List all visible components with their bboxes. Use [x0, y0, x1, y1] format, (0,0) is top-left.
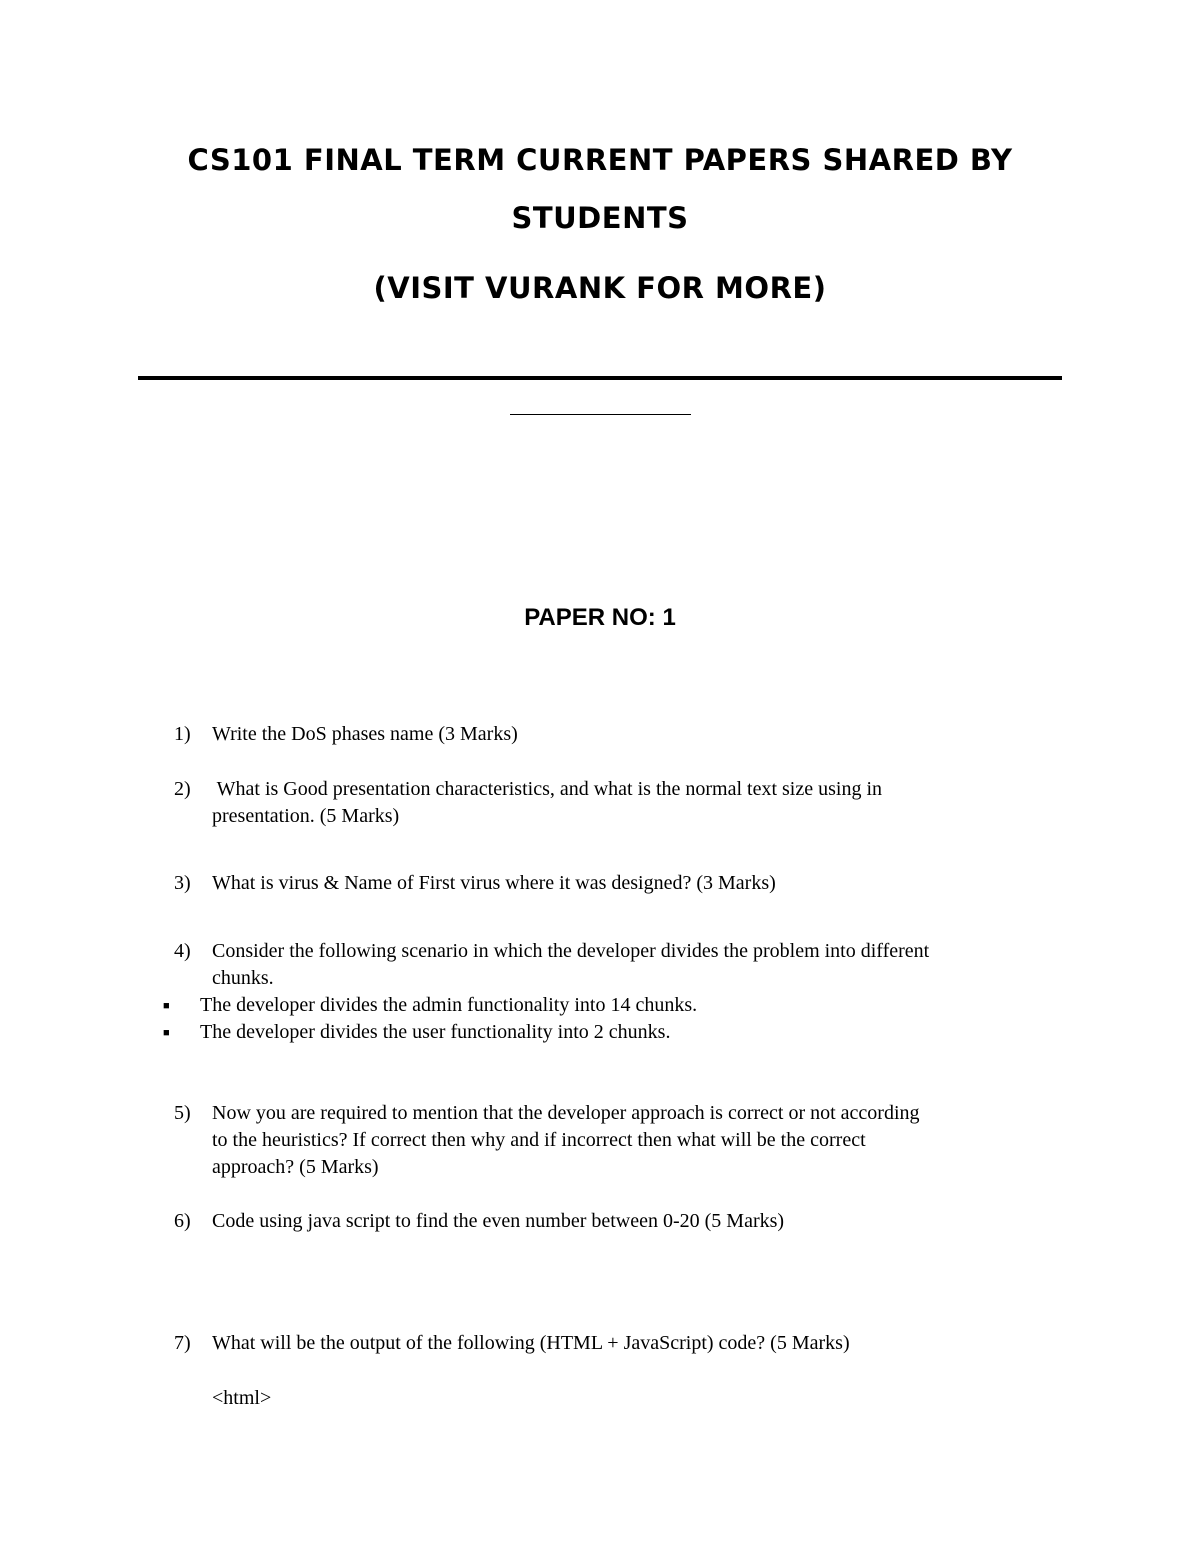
document-title-line-1: CS101 FINAL TERM CURRENT PAPERS SHARED BY: [187, 143, 1013, 177]
question-2-number: 2): [174, 778, 191, 800]
question-4-number: 4): [174, 940, 191, 962]
question-6-text: Code using java script to find the even number between 0-20 (5 Marks): [212, 1210, 785, 1232]
question-5-text-line-3: approach? (5 Marks): [212, 1156, 379, 1178]
document-subtitle: (VISIT VURANK FOR MORE): [373, 271, 827, 305]
question-2-text-line-2: presentation. (5 Marks): [212, 805, 400, 827]
short-divider: [510, 414, 691, 415]
bullet-1-marker: ■: [163, 1000, 170, 1012]
question-5-text-line-2: to the heuristics? If correct then why and if incorrect then what will be the correct: [212, 1129, 866, 1151]
question-5-number: 5): [174, 1102, 191, 1124]
thick-divider: [138, 376, 1062, 380]
question-2-text-line-1: What is Good presentation characteristics, and what is the normal text size using in: [212, 778, 883, 800]
bullet-2-marker: ■: [163, 1027, 170, 1039]
question-1-number: 1): [174, 723, 191, 745]
question-1-text: Write the DoS phases name (3 Marks): [212, 723, 518, 745]
question-4-text-line-2: chunks.: [212, 967, 274, 989]
question-6-number: 6): [174, 1210, 191, 1232]
question-7-text: What will be the output of the following (HTML + JavaScript) code? (5 Marks): [212, 1332, 850, 1354]
bullet-1-text: The developer divides the admin functionality into 14 chunks.: [200, 994, 698, 1016]
question-4-text-line-1: Consider the following scenario in which the developer divides the problem into different: [212, 940, 930, 962]
document-title-line-2: STUDENTS: [511, 201, 689, 235]
question-3-text: What is virus & Name of First virus where it was designed? (3 Marks): [212, 872, 776, 894]
bullet-2-text: The developer divides the user functionality into 2 chunks.: [200, 1021, 671, 1043]
question-7-number: 7): [174, 1332, 191, 1354]
question-3-number: 3): [174, 872, 191, 894]
question-5-text-line-1: Now you are required to mention that the developer approach is correct or not according: [212, 1102, 920, 1124]
code-line-html-open: <html>: [212, 1387, 272, 1409]
paper-heading: PAPER NO: 1: [524, 604, 676, 631]
